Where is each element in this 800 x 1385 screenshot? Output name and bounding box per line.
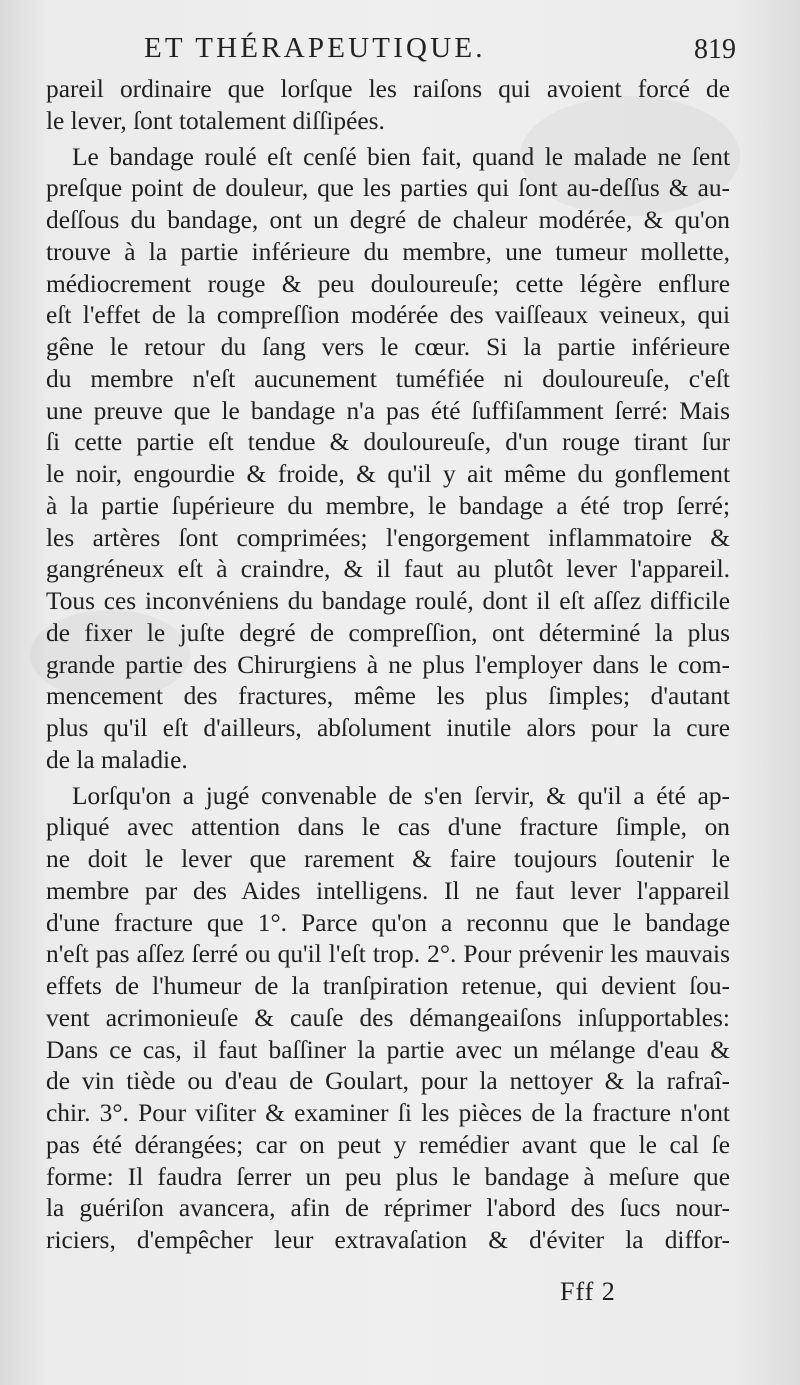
text-line: Dans ce cas, il faut baſſiner la partie avec un mélange d'eau & <box>46 1035 730 1064</box>
text-line: vent acrimonieuſe & cauſe des démangeaiſons inſupportables: <box>46 1003 730 1032</box>
text-line: plus qu'il eſt d'ailleurs, abſolument inutile alors pour la cure <box>46 714 730 742</box>
text-line: pareil ordinaire que lorſque les raiſons qui avoient forcé de <box>46 75 730 103</box>
text-line: chir. 3°. Pour viſiter & examiner ſi les pièces de la fracture n'ont <box>46 1099 730 1127</box>
text-line: effets de l'humeur de la tranſpiration retenue, qui devient ſou- <box>46 972 730 1000</box>
text-line: membre par des Aides intelligens. Il ne faut lever l'appareil <box>46 876 730 905</box>
text-line: ſi cette partie eſt tendue & douloureuſe, d'un rouge tirant ſur <box>46 428 730 457</box>
text-line: pas été dérangées; car on peut y remédier avant que le cal ſe <box>46 1130 730 1159</box>
text-line: médiocrement rouge & peu douloureuſe; cette légère enflure <box>46 269 730 298</box>
text-line: de fixer le juſte degré de compreſſion, ont déterminé la plus <box>46 618 730 647</box>
text-line: grande partie des Chirurgiens à ne plus l'employer dans le com- <box>46 650 730 679</box>
text-line: du membre n'eſt aucunement tuméfiée ni douloureuſe, c'eſt <box>46 364 730 393</box>
signature-mark: Fff 2 <box>560 1277 616 1306</box>
text-line: Le bandage roulé eſt cenſé bien fait, quand le malade ne ſent <box>72 142 730 171</box>
text-line: la guériſon avancera, afin de réprimer l'abord des ſucs nour- <box>46 1194 730 1223</box>
text-line: pliqué avec attention dans le cas d'une fracture ſimple, on <box>46 813 730 842</box>
text-line: de la maladie. <box>46 745 188 774</box>
text-line: le noir, engourdie & froide, & qu'il y ait même du gonflement <box>46 460 730 488</box>
text-line: d'une fracture que 1°. Parce qu'on a reconnu que le bandage <box>46 908 730 937</box>
text-line: preſque point de douleur, que les parties qui ſont au-deſſus & au- <box>46 174 730 203</box>
text-line: à la partie ſupérieure du membre, le bandage a été trop ſerré; <box>46 491 730 520</box>
page-header <box>144 32 736 72</box>
text-line: Tous ces inconvéniens du bandage roulé, dont il eſt aſſez difficile <box>46 587 730 615</box>
text-line: Lorſqu'on a jugé convenable de s'en ſervir, & qu'il a été ap- <box>72 781 730 810</box>
text-line: ne doit le lever que rarement & faire toujours ſoutenir le <box>46 845 730 873</box>
text-line: gêne le retour du ſang vers le cœur. Si la partie inférieure <box>46 333 730 361</box>
text-line: gangréneux eſt à craindre, & il faut au plutôt lever l'appareil. <box>46 555 730 584</box>
text-line: n'eſt pas aſſez ſerré ou qu'il l'eſt trop. 2°. Pour prévenir les mauvais <box>46 940 730 969</box>
text-line: deſſous du bandage, ont un degré de chaleur modérée, & qu'on <box>46 206 730 234</box>
body-text <box>46 74 730 1257</box>
page-number: 819 <box>694 34 736 65</box>
text-line: riciers, d'empêcher leur extravaſation & d'éviter la diffor- <box>46 1226 730 1254</box>
text-line: les artères ſont comprimées; l'engorgement inflammatoire & <box>46 523 730 552</box>
text-line: le lever, ſont totalement diſſipées. <box>46 106 385 135</box>
text-line: forme: Il faudra ſerrer un peu plus le bandage à meſure que <box>46 1162 730 1191</box>
text-line: de vin tiède ou d'eau de Goulart, pour la nettoyer & la rafraî- <box>46 1067 730 1096</box>
text-line: eſt l'effet de la compreſſion modérée des vaiſſeaux veineux, qui <box>46 301 730 330</box>
text-line: trouve à la partie inférieure du membre, une tumeur mollette, <box>46 237 730 266</box>
text-line: mencement des fractures, même les plus ſimples; d'autant <box>46 682 730 711</box>
running-title: ET THÉRAPEUTIQUE. <box>144 32 486 64</box>
text-line: une preuve que le bandage n'a pas été ſuffiſamment ſerré: Mais <box>46 396 730 425</box>
